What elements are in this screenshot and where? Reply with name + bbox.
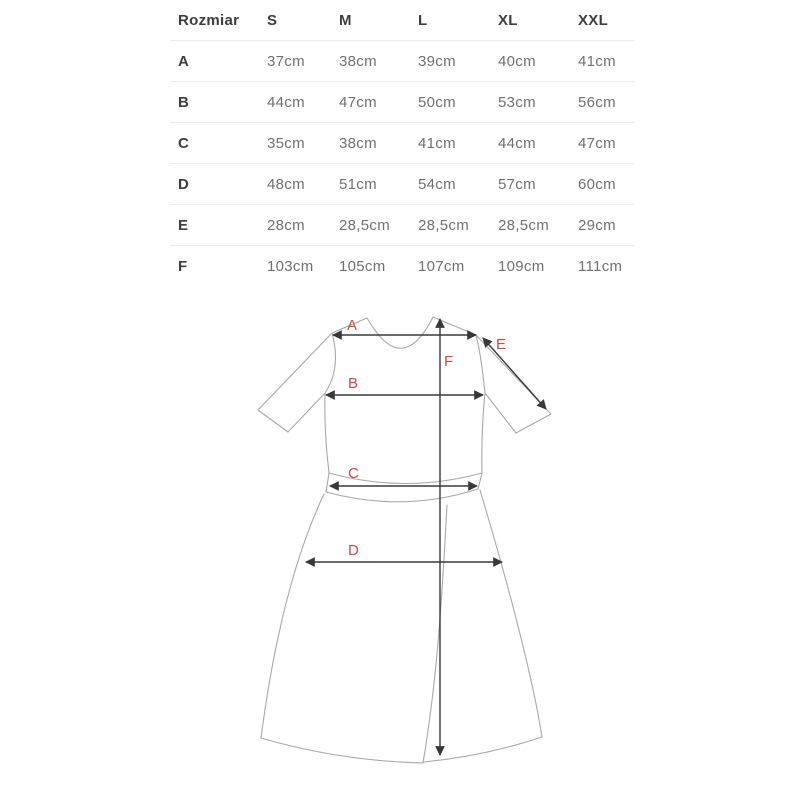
cell-value: 51cm [339, 175, 377, 193]
row-label: E [178, 216, 189, 234]
cell-value: 54cm [418, 175, 456, 193]
cell-value: 38cm [339, 52, 377, 70]
cell-value: 56cm [578, 93, 616, 111]
cell-value: 41cm [578, 52, 616, 70]
header-size-l: L [418, 11, 428, 29]
bodice-and-sleeves-outline [258, 317, 551, 484]
cell-value: 39cm [418, 52, 456, 70]
header-size-xl: XL [498, 11, 518, 29]
cell-value: 28,5cm [498, 216, 549, 234]
cell-value: 50cm [418, 93, 456, 111]
measure-letter-c: C [348, 465, 359, 482]
cell-value: 37cm [267, 52, 305, 70]
cell-value: 53cm [498, 93, 536, 111]
header-size-xxl: XXL [578, 11, 609, 29]
skirt-front-panel-outline [261, 494, 447, 763]
waistband-right-edge [478, 473, 482, 489]
cell-value: 103cm [267, 257, 314, 275]
measure-letter-a: A [347, 317, 358, 334]
row-label: B [178, 93, 190, 111]
cell-value: 28,5cm [339, 216, 390, 234]
cell-value: 40cm [498, 52, 536, 70]
cell-value: 47cm [339, 93, 377, 111]
cell-value: 38cm [339, 134, 377, 152]
header-size-s: S [267, 11, 278, 29]
measure-letter-f: F [444, 353, 454, 370]
measure-letter-d: D [348, 542, 359, 559]
cell-value: 47cm [578, 134, 616, 152]
row-label: A [178, 52, 190, 70]
row-label: F [178, 257, 188, 275]
left-armhole-seam [325, 333, 336, 393]
waistband-left-edge [326, 473, 329, 492]
measure-letter-b: B [348, 375, 359, 392]
cell-value: 60cm [578, 175, 616, 193]
cell-value: 29cm [578, 216, 616, 234]
cell-value: 48cm [267, 175, 305, 193]
row-label: D [178, 175, 190, 193]
dress-outline [258, 317, 551, 763]
cell-value: 111cm [578, 257, 623, 275]
measurement-arrows [306, 319, 546, 755]
cell-value: 44cm [498, 134, 536, 152]
cell-value: 28cm [267, 216, 305, 234]
cell-value: 107cm [418, 257, 465, 275]
cell-value: 57cm [498, 175, 536, 193]
cell-value: 105cm [339, 257, 386, 275]
cell-value: 109cm [498, 257, 545, 275]
header-rozmiar: Rozmiar [178, 11, 240, 29]
cell-value: 44cm [267, 93, 305, 111]
waistband-bottom-edge [326, 489, 478, 502]
cell-value: 28,5cm [418, 216, 469, 234]
row-label: C [178, 134, 190, 152]
cell-value: 41cm [418, 134, 456, 152]
header-size-m: M [339, 11, 352, 29]
skirt-back-panel-outline [424, 490, 542, 762]
cell-value: 35cm [267, 134, 305, 152]
measure-letter-e: E [496, 336, 507, 353]
measure-arrow-e [483, 338, 546, 409]
